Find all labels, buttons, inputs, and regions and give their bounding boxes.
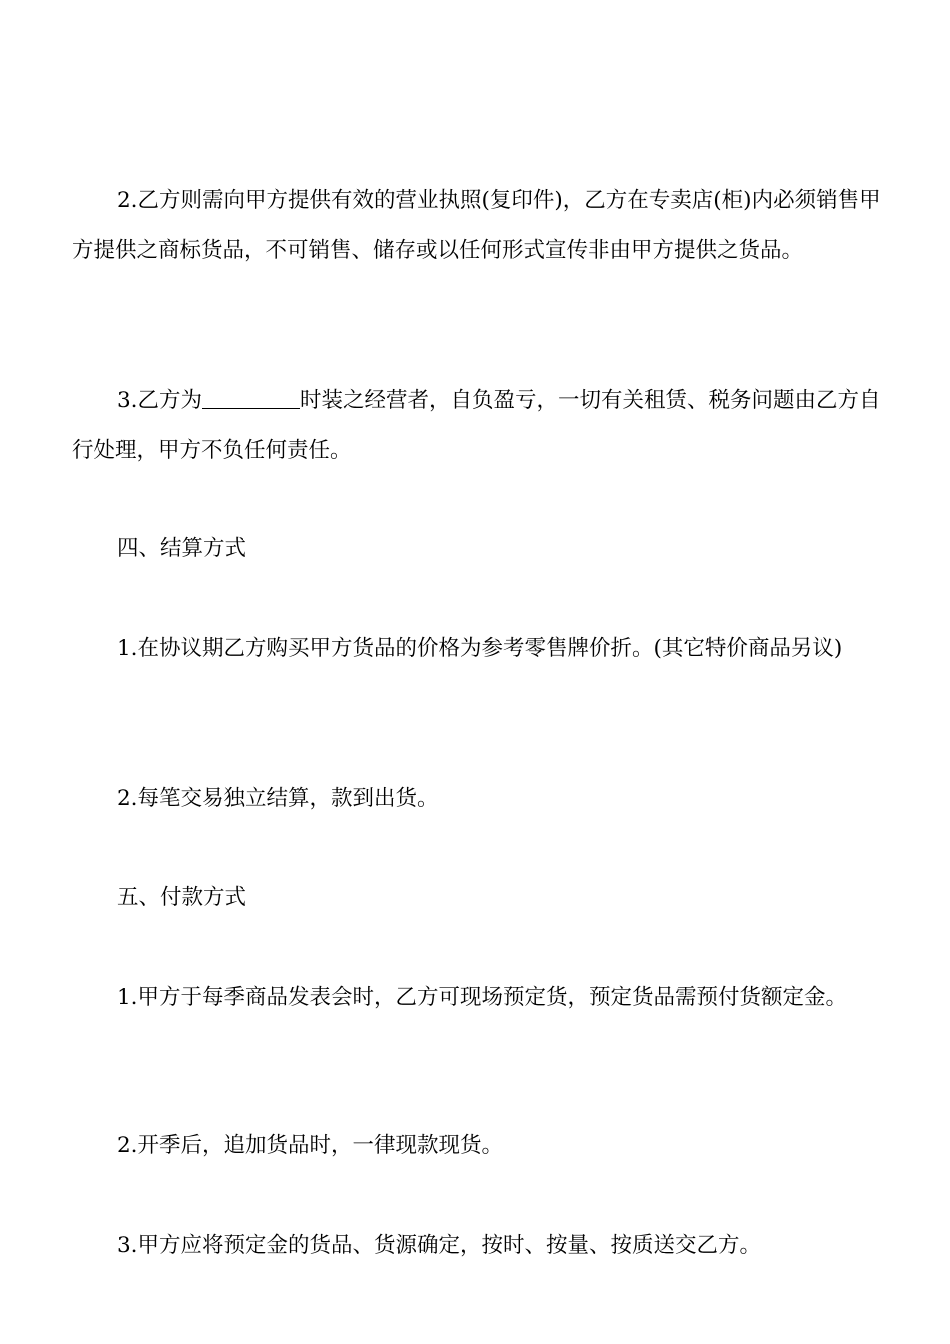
heading-text: 四、结算方式 xyxy=(117,536,247,561)
fill-in-blank xyxy=(202,387,300,410)
clause-text: 2.乙方则需向甲方提供有效的营业执照(复印件)，乙方在专卖店(柜)内必须销售甲方提供之商标货品，不可销售、储存或以任何形式宣传非由甲方提供之货品。 xyxy=(72,188,881,263)
clause-text: 3.甲方应将预定金的货品、货源确定，按时、按量、按质送交乙方。 xyxy=(117,1233,762,1258)
clause-2-business-license xyxy=(72,176,882,276)
clause-text-after-blank: 时装之经营者，自负盈亏，一切有关租赁、税务问题由乙方自行处理，甲方不负任何责任。 xyxy=(72,388,881,463)
clause-text: 2.开季后，追加货品时，一律现款现货。 xyxy=(117,1133,504,1158)
section-heading-settlement xyxy=(72,524,882,574)
clause-text: 2.每笔交易独立结算，款到出货。 xyxy=(117,786,439,811)
clause-3-operator xyxy=(72,376,882,476)
clause-text: 1.甲方于每季商品发表会时，乙方可现场预定货，预定货品需预付货额定金。 xyxy=(117,985,848,1010)
clause-2-cash-on-delivery xyxy=(72,1121,882,1171)
clause-1-deposit xyxy=(72,973,882,1023)
clause-text: 1.在协议期乙方购买甲方货品的价格为参考零售牌价折。(其它特价商品另议) xyxy=(117,636,843,661)
clause-3-delivery xyxy=(72,1221,882,1271)
clause-1-price xyxy=(72,624,882,674)
section-heading-payment xyxy=(72,873,882,923)
clause-2-settlement xyxy=(72,774,882,824)
clause-text-before-blank: 3.乙方为 xyxy=(117,388,203,413)
heading-text: 五、付款方式 xyxy=(117,885,247,910)
